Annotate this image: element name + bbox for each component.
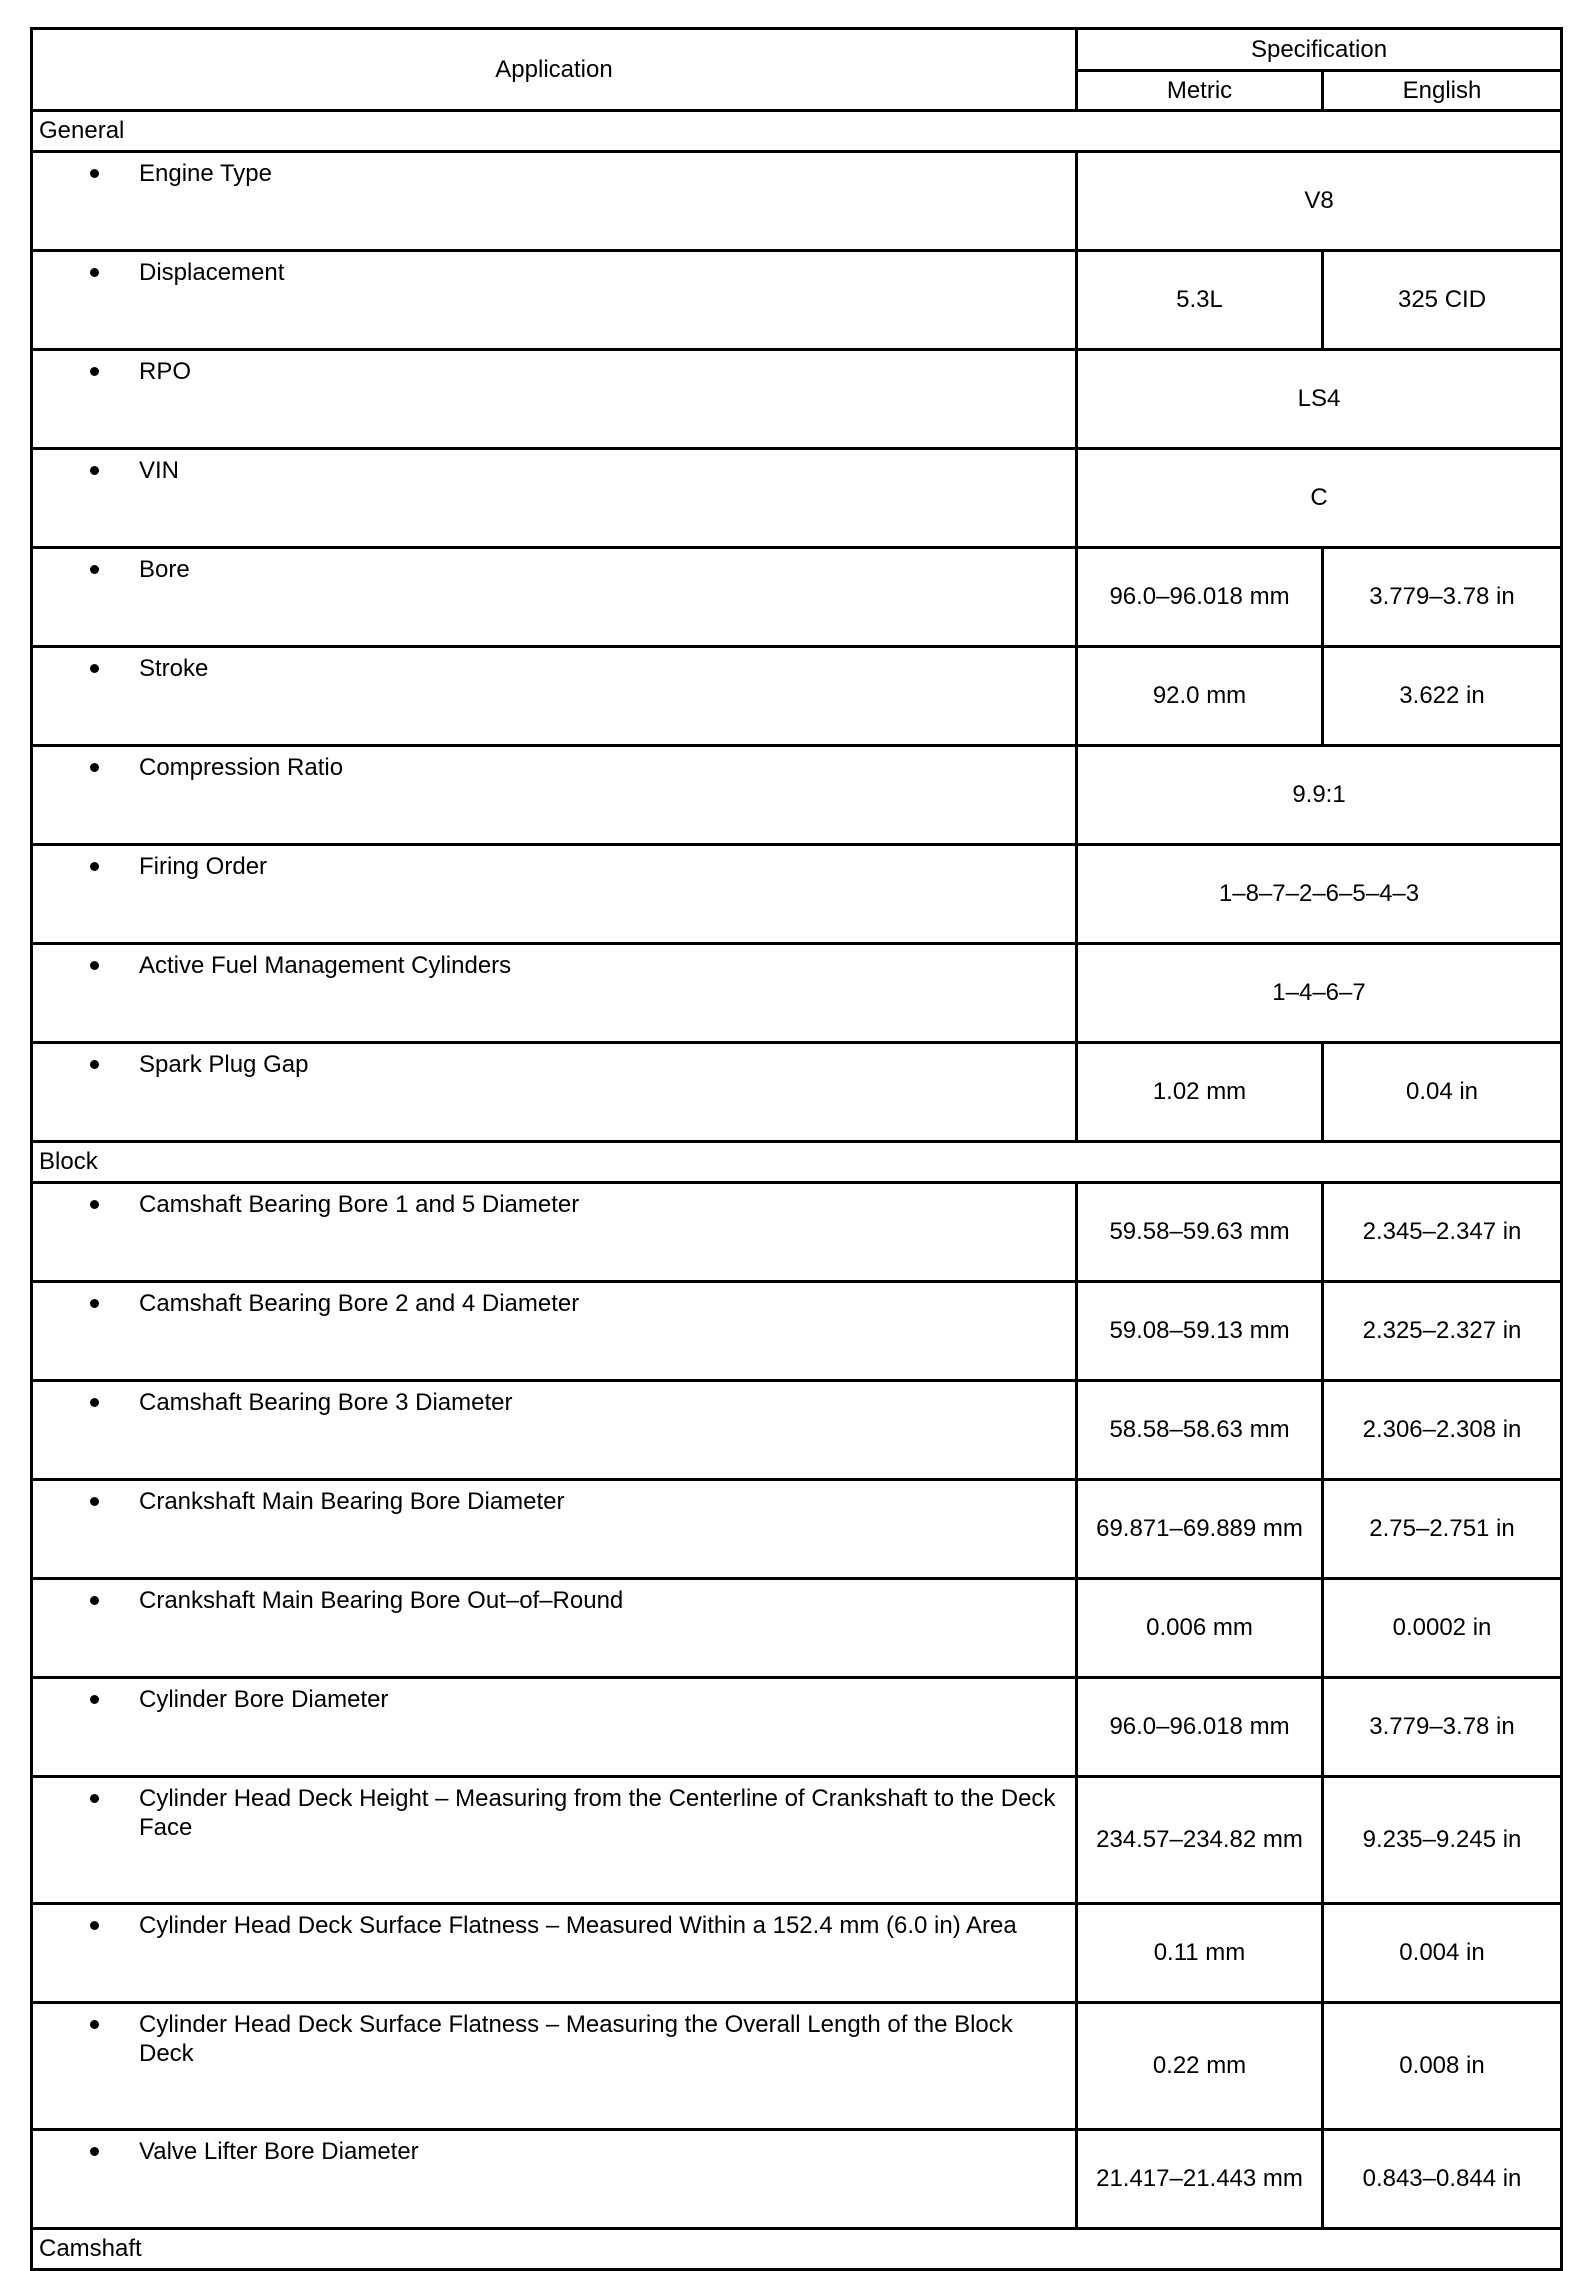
table-row xyxy=(32,944,1562,1043)
table-row xyxy=(32,1579,1562,1678)
row-label: Spark Plug Gap xyxy=(139,1051,309,1078)
bullet-icon xyxy=(33,1487,139,1516)
metric-value: 0.006 mm xyxy=(1077,1579,1323,1678)
row-label: Camshaft Bearing Bore 3 Diameter xyxy=(139,1389,513,1416)
metric-value: 0.11 mm xyxy=(1077,1904,1323,2003)
spec-value: V8 xyxy=(1077,152,1562,251)
row-label: RPO xyxy=(139,358,192,385)
table-row xyxy=(32,350,1562,449)
english-value: 3.779–3.78 in xyxy=(1323,1678,1562,1777)
bullet-icon xyxy=(33,1190,139,1219)
english-value: 0.0002 in xyxy=(1323,1579,1562,1678)
section-title: Camshaft xyxy=(32,2229,1562,2270)
table-row xyxy=(32,746,1562,845)
bullet-icon xyxy=(33,1586,139,1615)
metric-value: 96.0–96.018 mm xyxy=(1077,548,1323,647)
row-label: Firing Order xyxy=(139,853,268,880)
english-value: 325 CID xyxy=(1323,251,1562,350)
metric-value: 69.871–69.889 mm xyxy=(1077,1480,1323,1579)
row-label: Valve Lifter Bore Diameter xyxy=(139,2138,419,2165)
table-row xyxy=(32,1777,1562,1904)
row-label: Displacement xyxy=(139,259,285,286)
bullet-icon xyxy=(33,1289,139,1318)
table-row xyxy=(32,647,1562,746)
row-label: Cylinder Head Deck Height – Measuring from the Centerline of Crankshaft to the Deck Face xyxy=(139,1785,1056,1841)
bullet-icon xyxy=(33,852,139,881)
table-row xyxy=(32,548,1562,647)
table-row xyxy=(32,2003,1562,2130)
bullet-icon xyxy=(33,654,139,683)
english-header: English xyxy=(1323,71,1562,111)
row-label: VIN xyxy=(139,457,180,484)
application-header: Application xyxy=(32,29,1077,111)
section-title: General xyxy=(32,111,1562,152)
bullet-icon xyxy=(33,1050,139,1079)
metric-value: 59.58–59.63 mm xyxy=(1077,1183,1323,1282)
bullet-icon xyxy=(33,2137,139,2166)
english-value: 0.04 in xyxy=(1323,1043,1562,1142)
table-row xyxy=(32,1183,1562,1282)
spec-value: 1–4–6–7 xyxy=(1077,944,1562,1043)
specification-table xyxy=(30,27,1563,2271)
row-label: Cylinder Bore Diameter xyxy=(139,1686,389,1713)
table-row xyxy=(32,1043,1562,1142)
metric-value: 234.57–234.82 mm xyxy=(1077,1777,1323,1904)
bullet-icon xyxy=(33,159,139,188)
bullet-icon xyxy=(33,2010,139,2039)
row-label: Stroke xyxy=(139,655,209,682)
row-label: Camshaft Bearing Bore 2 and 4 Diameter xyxy=(139,1290,580,1317)
table-row xyxy=(32,2130,1562,2229)
bullet-icon xyxy=(33,951,139,980)
bullet-icon xyxy=(33,1784,139,1813)
row-label: Engine Type xyxy=(139,160,272,187)
spec-value: 9.9:1 xyxy=(1077,746,1562,845)
english-value: 3.779–3.78 in xyxy=(1323,548,1562,647)
row-label: Cylinder Head Deck Surface Flatness – Measuring the Overall Length of the Block Deck xyxy=(139,2011,1013,2067)
metric-value: 96.0–96.018 mm xyxy=(1077,1678,1323,1777)
row-label: Camshaft Bearing Bore 1 and 5 Diameter xyxy=(139,1191,580,1218)
metric-value: 58.58–58.63 mm xyxy=(1077,1381,1323,1480)
english-value: 0.004 in xyxy=(1323,1904,1562,2003)
row-label: Compression Ratio xyxy=(139,754,344,781)
row-label: Crankshaft Main Bearing Bore Diameter xyxy=(139,1488,565,1515)
table-row xyxy=(32,251,1562,350)
english-value: 0.008 in xyxy=(1323,2003,1562,2130)
section-title: Block xyxy=(32,1142,1562,1183)
english-value: 9.235–9.245 in xyxy=(1323,1777,1562,1904)
bullet-icon xyxy=(33,753,139,782)
bullet-icon xyxy=(33,1685,139,1714)
english-value: 0.843–0.844 in xyxy=(1323,2130,1562,2229)
bullet-icon xyxy=(33,357,139,386)
table-row xyxy=(32,1381,1562,1480)
section-row-general xyxy=(32,111,1562,152)
metric-value: 1.02 mm xyxy=(1077,1043,1323,1142)
spec-value: C xyxy=(1077,449,1562,548)
spec-value: LS4 xyxy=(1077,350,1562,449)
bullet-icon xyxy=(33,1911,139,1940)
row-label: Active Fuel Management Cylinders xyxy=(139,952,512,979)
english-value: 2.325–2.327 in xyxy=(1323,1282,1562,1381)
bullet-icon xyxy=(33,555,139,584)
english-value: 2.345–2.347 in xyxy=(1323,1183,1562,1282)
specification-header: Specification xyxy=(1077,29,1562,71)
section-row-block xyxy=(32,1142,1562,1183)
table-row xyxy=(32,845,1562,944)
metric-value: 92.0 mm xyxy=(1077,647,1323,746)
row-label: Bore xyxy=(139,556,190,583)
table-row xyxy=(32,449,1562,548)
table-row xyxy=(32,1678,1562,1777)
table-row xyxy=(32,1480,1562,1579)
section-row-camshaft xyxy=(32,2229,1562,2270)
english-value: 2.306–2.308 in xyxy=(1323,1381,1562,1480)
metric-value: 21.417–21.443 mm xyxy=(1077,2130,1323,2229)
bullet-icon xyxy=(33,258,139,287)
spec-value: 1–8–7–2–6–5–4–3 xyxy=(1077,845,1562,944)
row-label: Cylinder Head Deck Surface Flatness – Measured Within a 152.4 mm (6.0 in) Area xyxy=(139,1912,1017,1939)
table-row xyxy=(32,1904,1562,2003)
english-value: 3.622 in xyxy=(1323,647,1562,746)
table-row xyxy=(32,152,1562,251)
metric-value: 59.08–59.13 mm xyxy=(1077,1282,1323,1381)
table-row xyxy=(32,1282,1562,1381)
bullet-icon xyxy=(33,456,139,485)
english-value: 2.75–2.751 in xyxy=(1323,1480,1562,1579)
metric-value: 0.22 mm xyxy=(1077,2003,1323,2130)
metric-value: 5.3L xyxy=(1077,251,1323,350)
row-label: Crankshaft Main Bearing Bore Out–of–Round xyxy=(139,1587,624,1614)
bullet-icon xyxy=(33,1388,139,1417)
metric-header: Metric xyxy=(1077,71,1323,111)
